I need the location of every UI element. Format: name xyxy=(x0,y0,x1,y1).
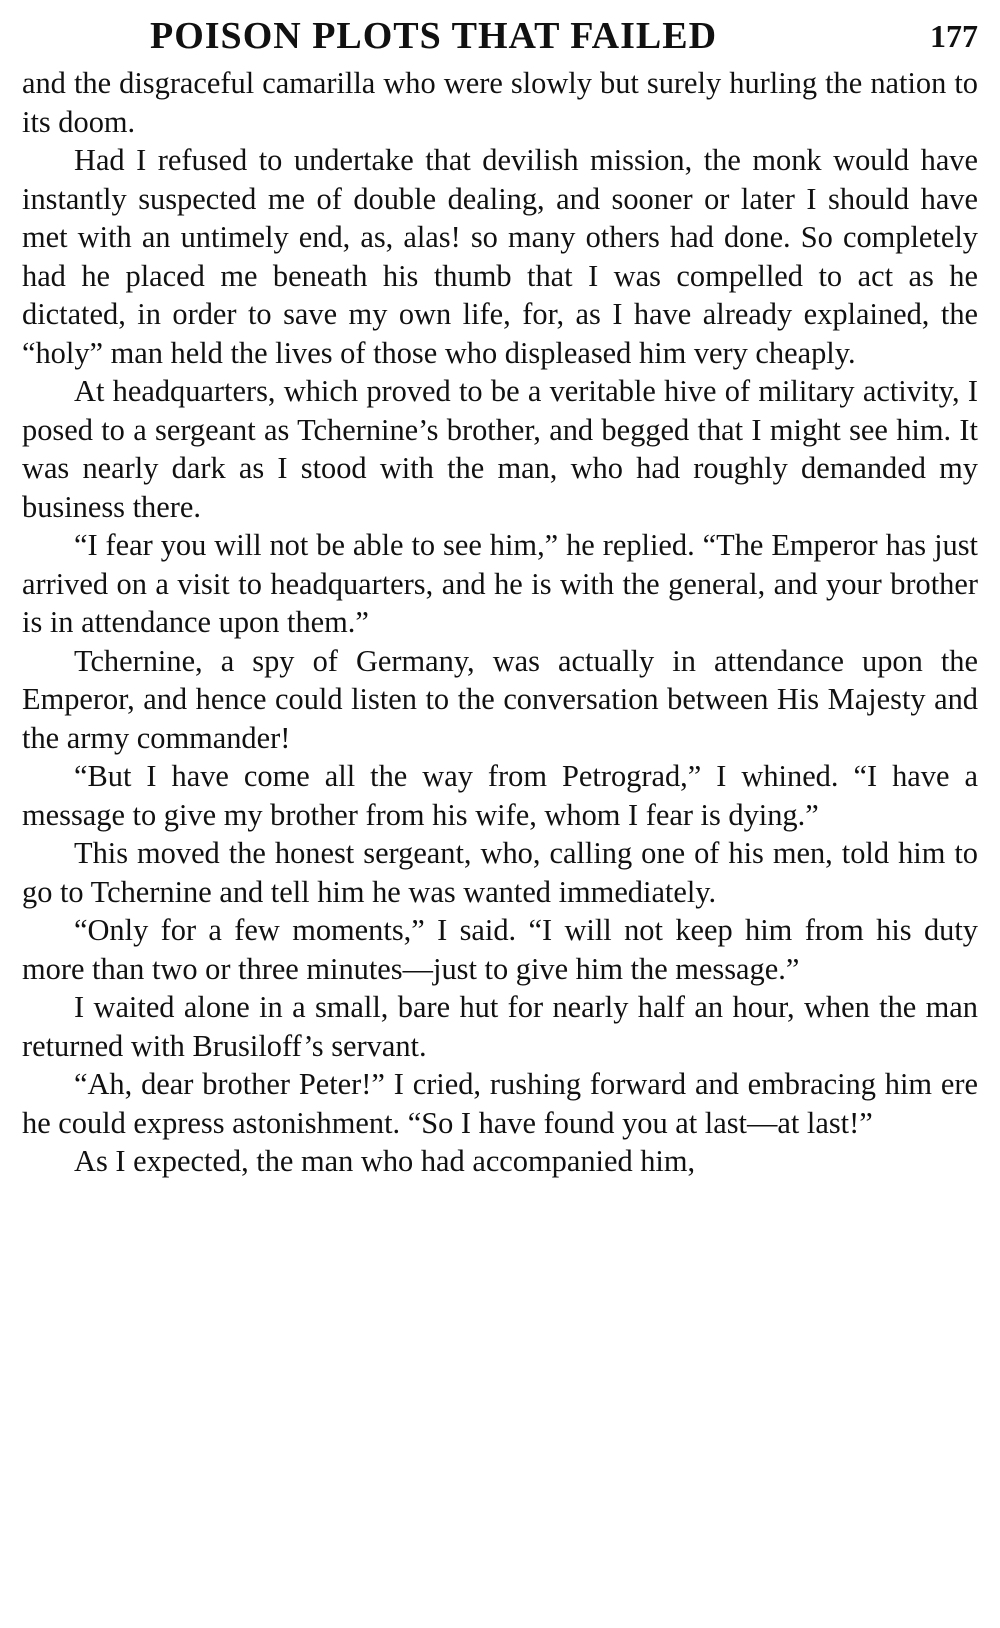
paragraph: As I expected, the man who had accompanied him, xyxy=(74,1144,696,1178)
page-number: 177 xyxy=(930,18,978,54)
running-title: POISON PLOTS THAT FAILED xyxy=(150,15,718,57)
paragraph: Tchernine, a spy of Germany, was actually in attendance upon the Emperor, and hence could listen to the conversation between His Majesty and the army commander! xyxy=(22,643,978,755)
book-page xyxy=(22,10,978,1618)
paragraph: This moved the honest sergeant, who, calling one of his men, told him to go to Tchernine and tell him he was wanted immediately. xyxy=(22,836,978,909)
body-text xyxy=(22,64,978,1181)
paragraph: “I fear you will not be able to see him,” he replied. “The Emperor has just arrived on a visit to headquarters, and he is with the general, and your brother is in attendance upon them.” xyxy=(22,528,978,639)
paragraph: At headquarters, which proved to be a veritable hive of military activity, I posed to a sergeant as Tchernine’s brother, and begged that I might see him. It was nearly dark as I stood with the man, who had roughly demanded my business there. xyxy=(22,374,978,524)
page-header xyxy=(22,10,978,62)
paragraph: “Only for a few moments,” I said. “I will not keep him from his duty more than two or three minutes—just to give him the message.” xyxy=(22,913,978,986)
paragraph: Had I refused to undertake that devilish mission, the monk would have instantly suspected me of double dealing, and sooner or later I should have met with an untimely end, as, alas! so many others had done. So completely had he placed me beneath his thumb that I was compelled to act as he dictated, in order to save my own life, for, as I have already explained, the “holy” man held the lives of those who displeased him very cheaply. xyxy=(22,143,978,370)
paragraph: “Ah, dear brother Peter!” I cried, rushing forward and embracing him ere he could express astonishment. “So I have found you at last—at last!” xyxy=(22,1067,978,1140)
paragraph: “But I have come all the way from Petrograd,” I whined. “I have a message to give my brother from his wife, whom I fear is dying.” xyxy=(22,759,978,832)
paragraph: and the disgraceful camarilla who were slowly but surely hurling the nation to its doom. xyxy=(22,66,978,139)
paragraph: I waited alone in a small, bare hut for nearly half an hour, when the man returned with Brusiloff’s servant. xyxy=(22,990,978,1063)
